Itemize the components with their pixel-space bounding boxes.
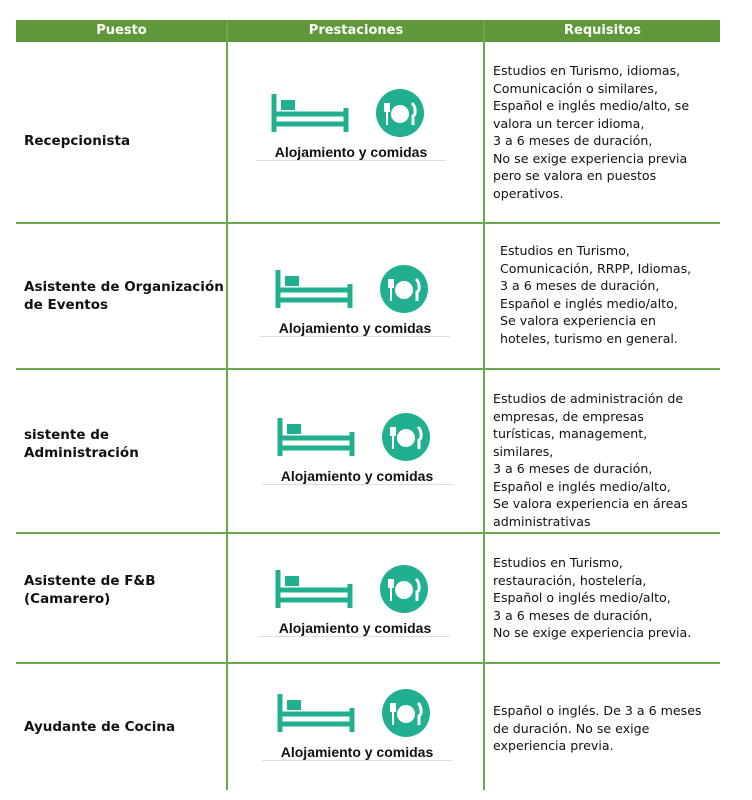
requisitos-cell	[493, 554, 711, 642]
plate-cutlery-icon	[376, 89, 424, 137]
req-line: 3 a 6 meses de duración,	[500, 278, 660, 293]
req-line: empresas, de empresas	[493, 408, 644, 424]
plate-cutlery-icon	[382, 689, 430, 737]
req-line: Español e inglés medio/alto,	[500, 295, 678, 311]
plate-cutlery-icon	[380, 565, 428, 613]
req-line: restauración, hostelería,	[493, 572, 647, 588]
plate-cutlery-icon	[380, 265, 428, 313]
row-divider	[16, 368, 720, 370]
table-header	[16, 20, 720, 42]
puesto-cell: Recepcionista	[24, 133, 131, 149]
bed-icon	[276, 418, 356, 458]
column-divider	[226, 20, 228, 790]
benefit-badge	[256, 84, 446, 164]
puesto-cell: Asistente de Organización de Eventos	[24, 279, 224, 313]
req-line: Estudios en Turismo,	[500, 243, 630, 258]
req-line: de duración. No se exige	[493, 720, 650, 736]
req-line: pero se valora en puestos	[493, 168, 657, 183]
header-puesto: Puesto	[96, 23, 147, 38]
req-line: No se exige experiencia previa.	[493, 625, 692, 640]
req-line: Comunicación o similares,	[493, 80, 658, 96]
benefit-label: Alojamiento y comidas	[260, 620, 450, 637]
row-divider	[16, 662, 720, 664]
benefit-badge	[262, 684, 452, 764]
header-requisitos: Requisitos	[564, 23, 641, 38]
benefit-badge	[262, 408, 452, 488]
requisitos-cell	[493, 390, 711, 530]
req-line: 3 a 6 meses de duración,	[493, 461, 653, 476]
benefit-badge	[260, 260, 450, 340]
puesto-cell: sistente de Administración	[24, 427, 139, 461]
req-line: experiencia previa.	[493, 738, 614, 753]
benefit-badge	[260, 560, 450, 640]
benefit-label: Alojamiento y comidas	[262, 744, 452, 761]
bed-icon	[274, 570, 354, 610]
bed-icon	[270, 94, 350, 134]
req-line: Se valora experiencia en áreas	[493, 496, 688, 511]
req-line: Español e inglés medio/alto,	[493, 478, 671, 494]
req-line: Estudios de administración de	[493, 391, 684, 406]
req-line: Español o inglés medio/alto,	[493, 590, 671, 605]
row-divider	[16, 532, 720, 534]
bed-icon	[274, 270, 354, 310]
puesto-cell: Asistente de F&B (Camarero)	[24, 573, 156, 607]
plate-cutlery-icon	[382, 413, 430, 461]
req-line: similares,	[493, 443, 554, 459]
benefit-label: Alojamiento y comidas	[260, 320, 450, 337]
req-line: Estudios en Turismo, idiomas,	[493, 63, 681, 78]
req-line: operativos.	[493, 185, 564, 201]
req-line: No se exige experiencia previa	[493, 150, 688, 166]
row-divider	[16, 222, 720, 224]
req-line: 3 a 6 meses de duración,	[493, 133, 653, 148]
req-line: Se valora experiencia en	[500, 313, 657, 328]
bed-icon	[276, 694, 356, 734]
req-line: Estudios en Turismo,	[493, 555, 623, 570]
req-line: turísticas, management,	[493, 426, 648, 441]
puesto-cell: Ayudante de Cocina	[24, 719, 176, 735]
header-prestaciones: Prestaciones	[308, 23, 404, 38]
req-line: Español e inglés medio/alto, se	[493, 98, 690, 113]
requisitos-cell	[500, 242, 702, 347]
column-divider	[483, 20, 485, 790]
requisitos-cell	[493, 62, 711, 202]
req-line: hoteles, turismo en general.	[500, 330, 678, 346]
benefit-label: Alojamiento y comidas	[256, 144, 446, 161]
req-line: 3 a 6 meses de duración,	[493, 607, 653, 623]
req-line: Comunicación, RRPP, Idiomas,	[500, 260, 692, 276]
requisitos-cell	[493, 702, 711, 755]
req-line: valora un tercer idioma,	[493, 115, 645, 131]
req-line: Español o inglés. De 3 a 6 meses	[493, 703, 702, 718]
benefit-label: Alojamiento y comidas	[262, 468, 452, 485]
req-line: administrativas	[493, 513, 591, 529]
